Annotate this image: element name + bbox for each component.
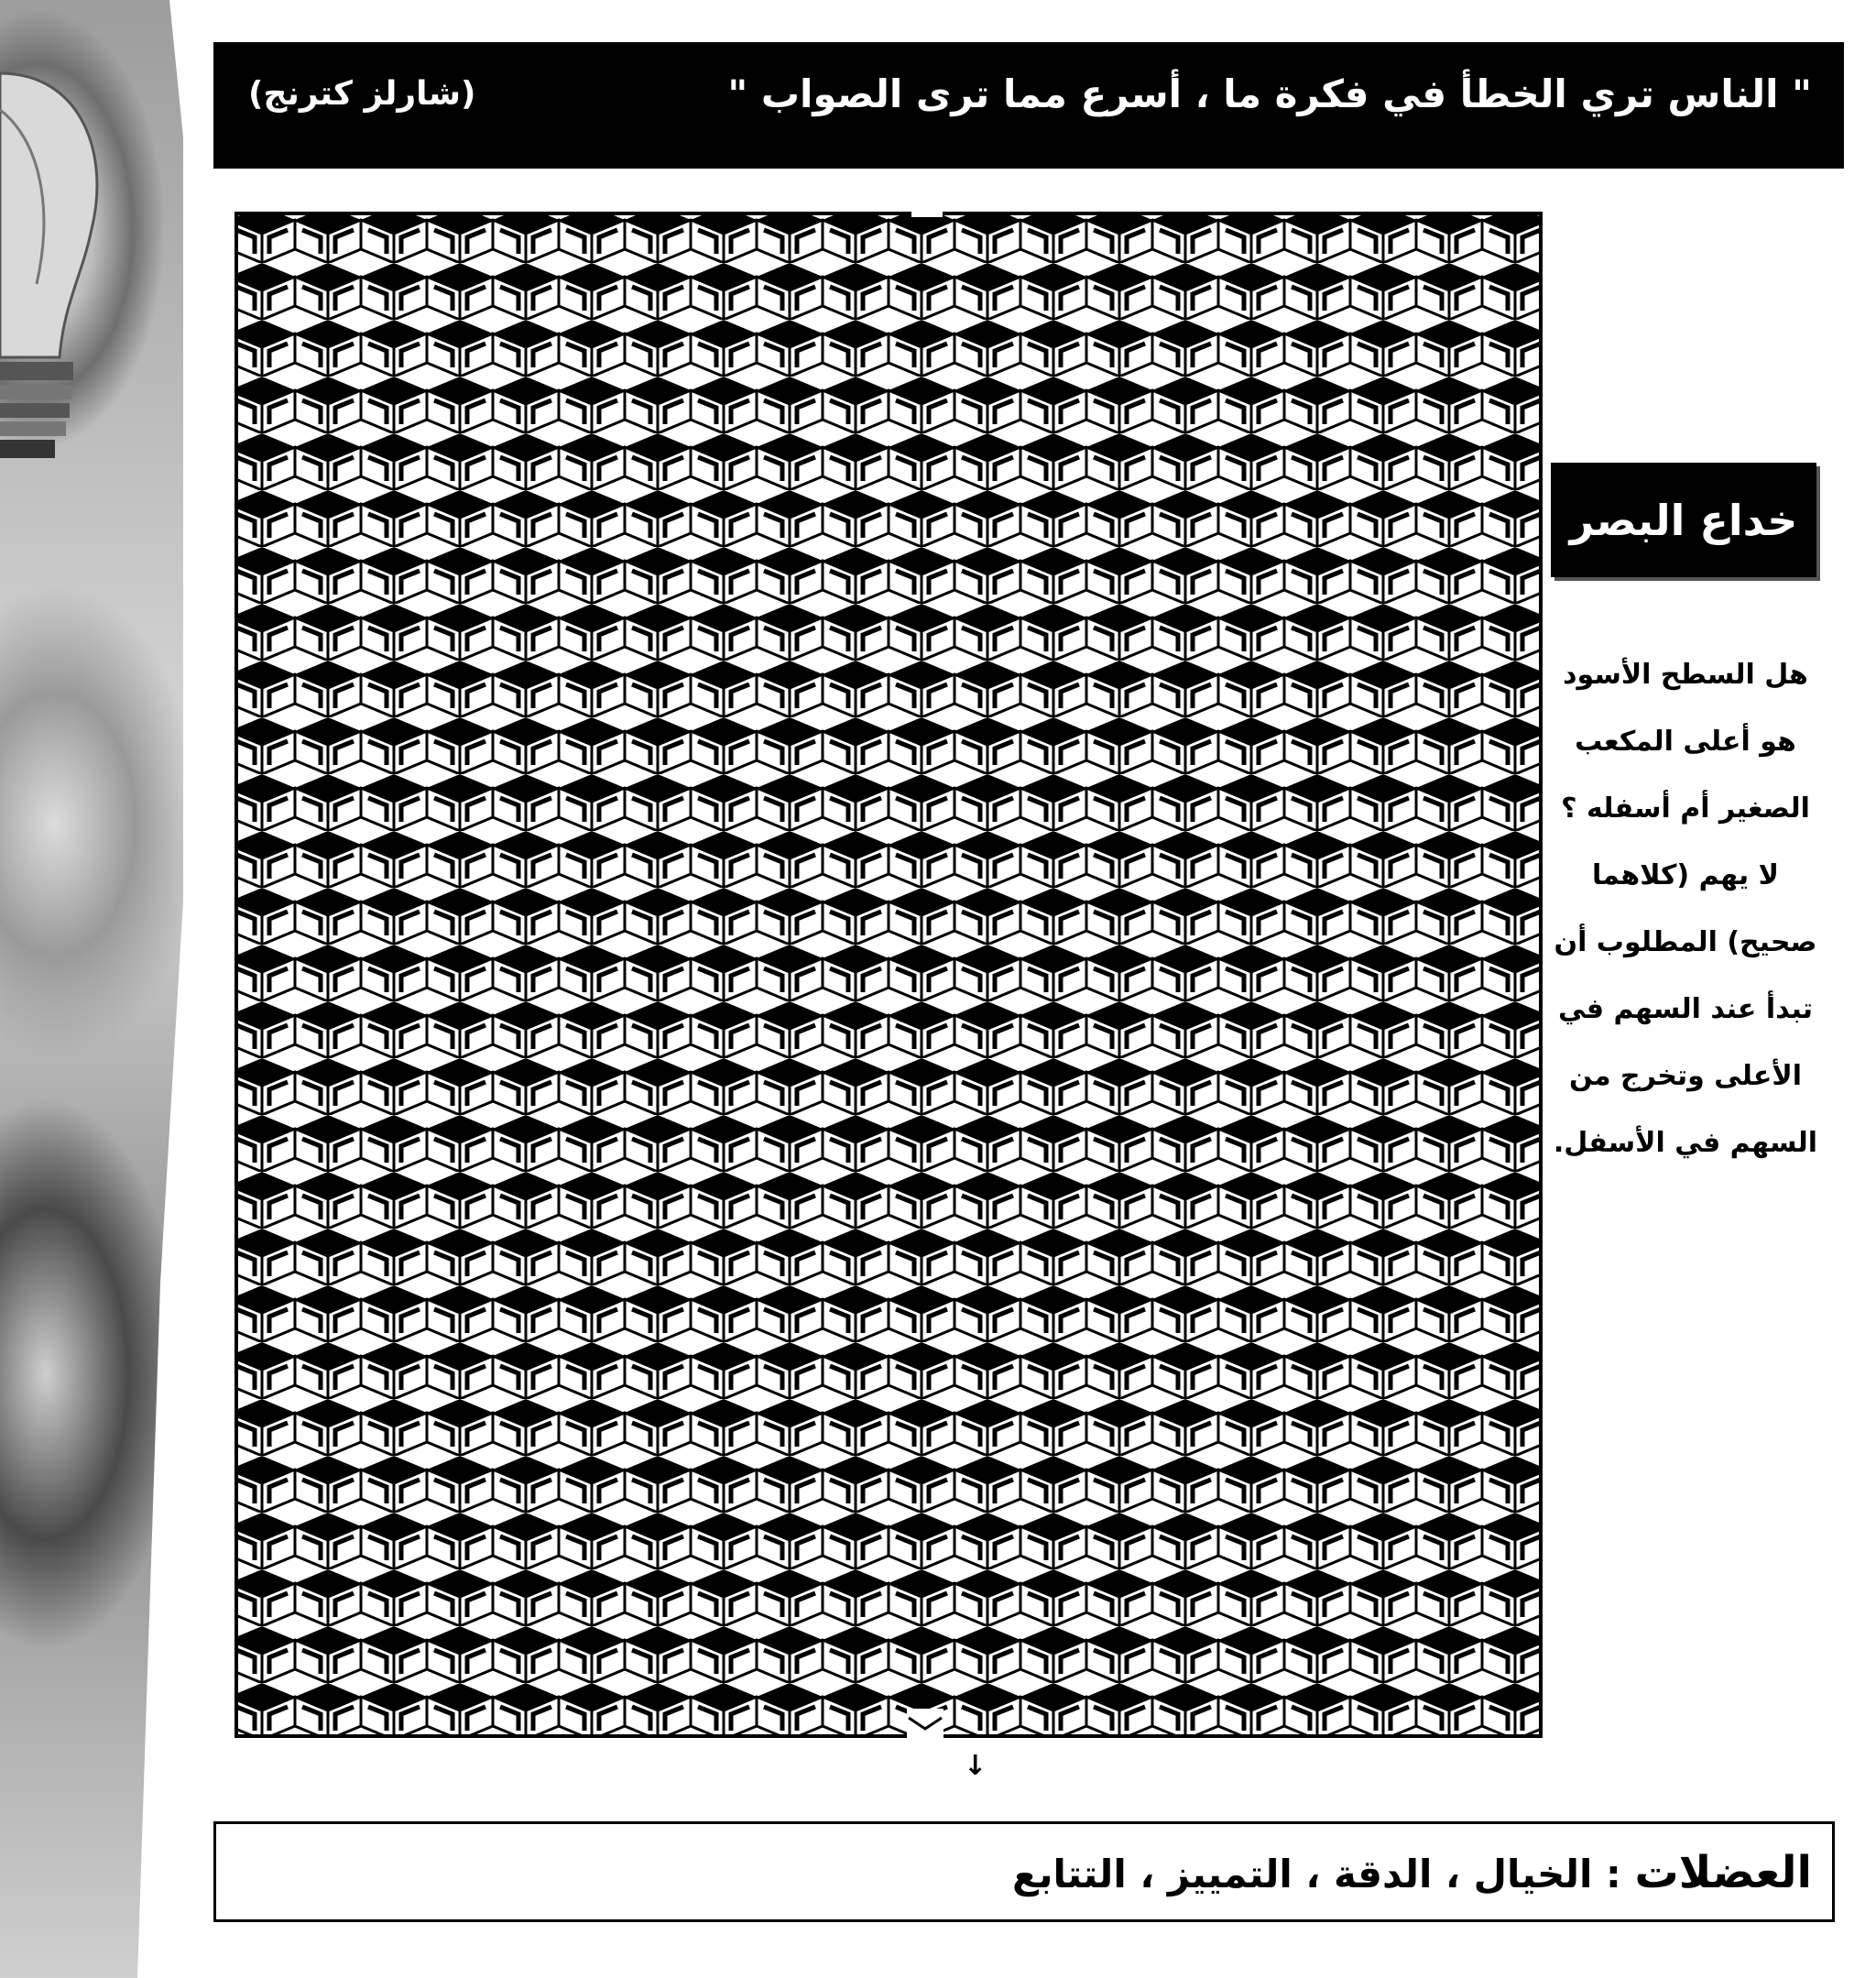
description-line: هل السطح الأسود bbox=[1563, 659, 1808, 691]
description-line: الأعلى وتخرج من bbox=[1569, 1060, 1802, 1092]
quote-author: (شارلز كترنج) bbox=[248, 75, 476, 113]
skills-box bbox=[213, 1821, 1835, 1922]
cube-maze-illusion bbox=[229, 206, 1548, 1754]
puzzle-title: خداع البصر bbox=[1551, 463, 1816, 577]
skills-separator: : bbox=[1606, 1852, 1621, 1896]
skills-label: العضلات bbox=[1634, 1847, 1812, 1898]
description-line: الصغير أم أسفله ؟ bbox=[1561, 792, 1810, 825]
skills-list: الخيال ، الدقة ، التمييز ، التتابع bbox=[1012, 1852, 1593, 1896]
description-line: تبدأ عند السهم في bbox=[1558, 993, 1813, 1025]
cube-maze bbox=[229, 206, 1548, 1754]
description-line: لا يهم (كلاهما bbox=[1592, 859, 1779, 891]
quote-text: " الناس تري الخطأ في فكرة ما ، أسرع مما ترى الصواب " bbox=[727, 71, 1812, 116]
lightbulb-icon bbox=[0, 55, 119, 467]
skills-line bbox=[1012, 1847, 1812, 1898]
puzzle-description bbox=[1553, 641, 1818, 1176]
exit-arrow: ↓ bbox=[964, 1750, 987, 1782]
description-line: السهم في الأسفل. bbox=[1553, 1127, 1818, 1159]
side-photo-lightbulb bbox=[0, 0, 183, 1978]
description-line: هو أعلى المكعب bbox=[1575, 726, 1796, 758]
description-line: صحيح) المطلوب أن bbox=[1554, 926, 1817, 958]
quote-banner bbox=[213, 42, 1844, 169]
